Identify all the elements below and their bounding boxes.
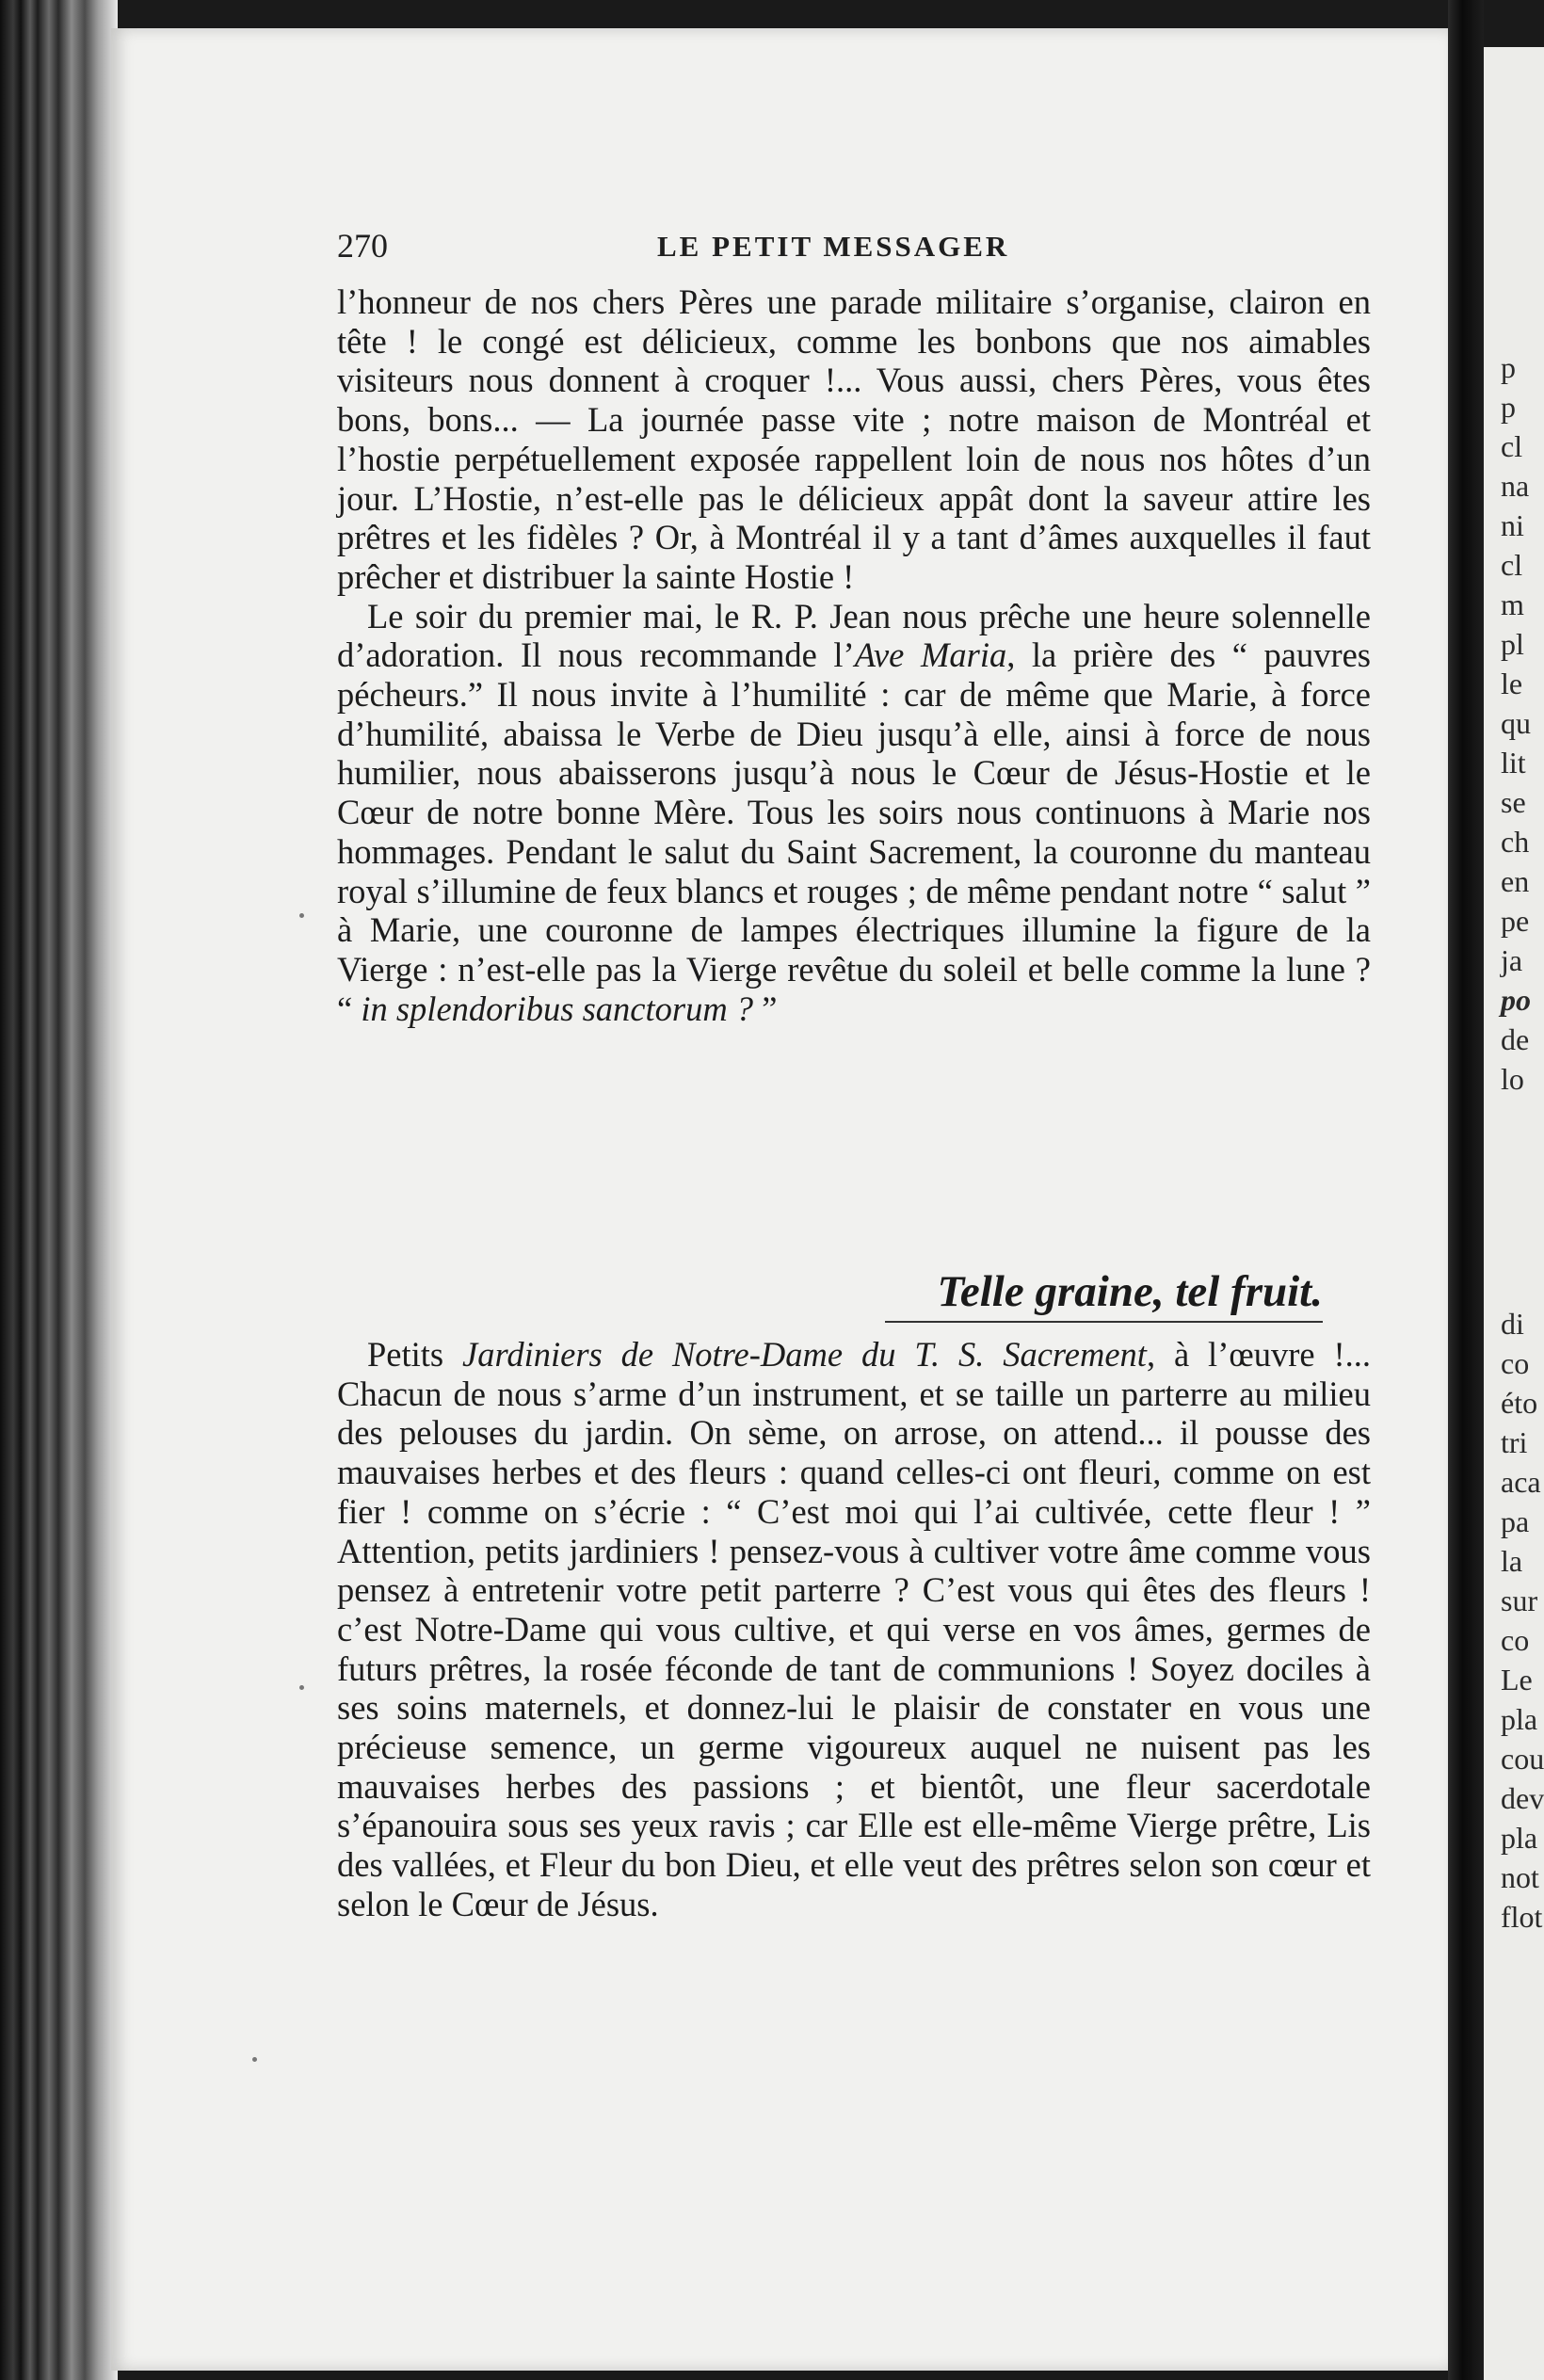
facing-page-fragment: p bbox=[1501, 350, 1516, 384]
facing-page-fragment: p bbox=[1501, 390, 1516, 424]
facing-page-fragment: m bbox=[1501, 587, 1524, 621]
facing-page-fragment: lit bbox=[1501, 746, 1526, 780]
facing-page-fragment: flot bbox=[1501, 1900, 1543, 1934]
facing-page-fragment: pe bbox=[1501, 904, 1530, 938]
section-heading: Telle graine, tel fruit. bbox=[885, 1266, 1323, 1323]
facing-page-fragment: na bbox=[1501, 469, 1530, 503]
facing-page-fragment: Le bbox=[1501, 1663, 1533, 1697]
paragraph-text: l’honneur de nos chers Pères une parade militaire s’organise, clairon en tête ! le congé est délicieux, comme les bonbons que nos aimables visiteurs nous donnent à croquer !... Vous aussi, chers Pères, vous êtes bons, bons... — La journée passe vite ; notre maison de Montréal et l’hostie perpétuellement exposée rappellent loin de nous nos hôtes d’un jour. L’Hostie, n’est-elle pas le délicieux appât dont la saveur attire les prêtres et les fidèles ? Or, à Montréal il y a tant d’âmes auxquelles il faut prêcher et distribuer la sainte Hostie ! bbox=[337, 282, 1371, 596]
paragraph-text: Le soir du premier mai, le R. P. Jean nous prêche une heure solennelle d’adoration. Il nous recommande l’ bbox=[337, 596, 1371, 675]
facing-page-fragment: pl bbox=[1501, 627, 1524, 661]
print-speck bbox=[299, 1685, 304, 1690]
facing-page-fragment: pa bbox=[1501, 1504, 1530, 1538]
facing-page-fragment: de bbox=[1501, 1022, 1530, 1056]
facing-page-fragment: le bbox=[1501, 667, 1523, 700]
facing-page-fragment: di bbox=[1501, 1307, 1524, 1341]
facing-page-fragment: lo bbox=[1501, 1062, 1524, 1096]
facing-page-fragment: not bbox=[1501, 1860, 1539, 1894]
facing-page-fragment: la bbox=[1501, 1544, 1523, 1578]
facing-page-fragment: co bbox=[1501, 1346, 1530, 1380]
paragraph bbox=[337, 597, 1371, 1029]
facing-page-fragment: pla bbox=[1501, 1702, 1538, 1736]
paragraph-text: , la prière des “ pauvres pécheurs.” Il nous invite à l’humilité : car de même que Marie, à force d’humilité, abaissa le Verbe de Dieu jusqu’à elle, ainsi à force de nous humilier, nous abaisserons jusqu’à nous le Cœur de Jésus-Hostie et le Cœur de notre bonne Mère. Tous les soirs nous continuons à Marie nos hommages. Pendant le salut du Saint Sacrement, la couronne du manteau royal s’illumine de feux blancs et rouges ; de même pendant notre “ salut ” à Marie, une couronne de lampes électriques illumine la figure de la Vierge : n’est-elle pas la Vierge revêtue du soleil et belle comme la lune ? “ bbox=[337, 635, 1372, 1028]
latin-quote: in splendoribus sanctorum ? bbox=[361, 989, 754, 1028]
paragraph bbox=[337, 282, 1371, 597]
page-header bbox=[337, 226, 1371, 273]
paragraph bbox=[337, 1335, 1371, 1924]
facing-page-fragment: ja bbox=[1501, 943, 1523, 977]
facing-page-fragment: aca bbox=[1501, 1465, 1541, 1499]
facing-page bbox=[1484, 47, 1544, 2380]
facing-page-fragment: en bbox=[1501, 864, 1530, 898]
page-gutter bbox=[1448, 0, 1484, 2380]
running-title: LE PETIT MESSAGER bbox=[657, 230, 1010, 263]
paragraph-text: ” bbox=[753, 989, 778, 1028]
facing-page-fragment: se bbox=[1501, 785, 1526, 819]
facing-page-fragment: cou bbox=[1501, 1742, 1544, 1776]
facing-page-fragment: dev bbox=[1501, 1781, 1544, 1815]
facing-page-fragment: sur bbox=[1501, 1584, 1538, 1617]
facing-page-fragment: éto bbox=[1501, 1386, 1538, 1420]
body-text-top bbox=[337, 282, 1371, 1028]
print-speck bbox=[252, 2057, 257, 2062]
facing-page-fragment: qu bbox=[1501, 706, 1531, 740]
facing-page-fragment: ch bbox=[1501, 825, 1530, 859]
facing-page-fragment: pla bbox=[1501, 1821, 1538, 1855]
page-number: 270 bbox=[337, 227, 388, 265]
facing-page-fragment: co bbox=[1501, 1623, 1530, 1657]
facing-page-fragment: ni bbox=[1501, 508, 1524, 542]
book-binding-edge bbox=[0, 0, 118, 2380]
body-text-bottom bbox=[337, 1335, 1371, 1924]
paragraph-text: , à l’œuvre !... Chacun de nous s’arme d’un instrument, et se taille un parterre au milieu des pelouses du jardin. On sème, on arrose, on attend... il pousse des mauvaises herbes et des fleurs : quand celles-ci ont fleuri, comme on est fier ! comme on s’écrie : “ C’est moi qui l’ai cultivée, cette fleur ! ” Attention, petits jardiniers ! pensez-vous à cultiver votre âme comme vous pensez à entretenir votre petit parterre ? C’est vous qui êtes des fleurs ! c’est Notre-Dame qui vous cultive, et qui verse en vos âmes, germes de futurs prêtres, la rosée féconde de tant de communions ! Soyez dociles à ses soins maternels, et donnez-lui le plaisir de constater en vous une précieuse semence, un germe vigoureux auquel ne nuisent pas les mauvaises herbes des passions ; et bientôt, une fleur sacerdotale s’épanouira sous ses yeux ravis ; car Elle est elle-même Vierge prêtre, Lis des vallées, et Fleur du bon Dieu, et elle veut des prêtres selon son cœur et selon le Cœur de Jésus. bbox=[337, 1335, 1371, 1923]
print-speck bbox=[299, 913, 304, 918]
facing-page-fragment: tri bbox=[1501, 1425, 1528, 1459]
italic-phrase: Jardiniers de Notre-Dame du T. S. Sacrement bbox=[462, 1335, 1147, 1374]
facing-page-fragment: cl bbox=[1501, 429, 1523, 463]
facing-page-fragment: po bbox=[1501, 983, 1531, 1017]
facing-page-fragment: cl bbox=[1501, 548, 1523, 582]
italic-phrase: Ave Maria bbox=[854, 635, 1007, 675]
paragraph-text: Petits bbox=[367, 1335, 463, 1374]
